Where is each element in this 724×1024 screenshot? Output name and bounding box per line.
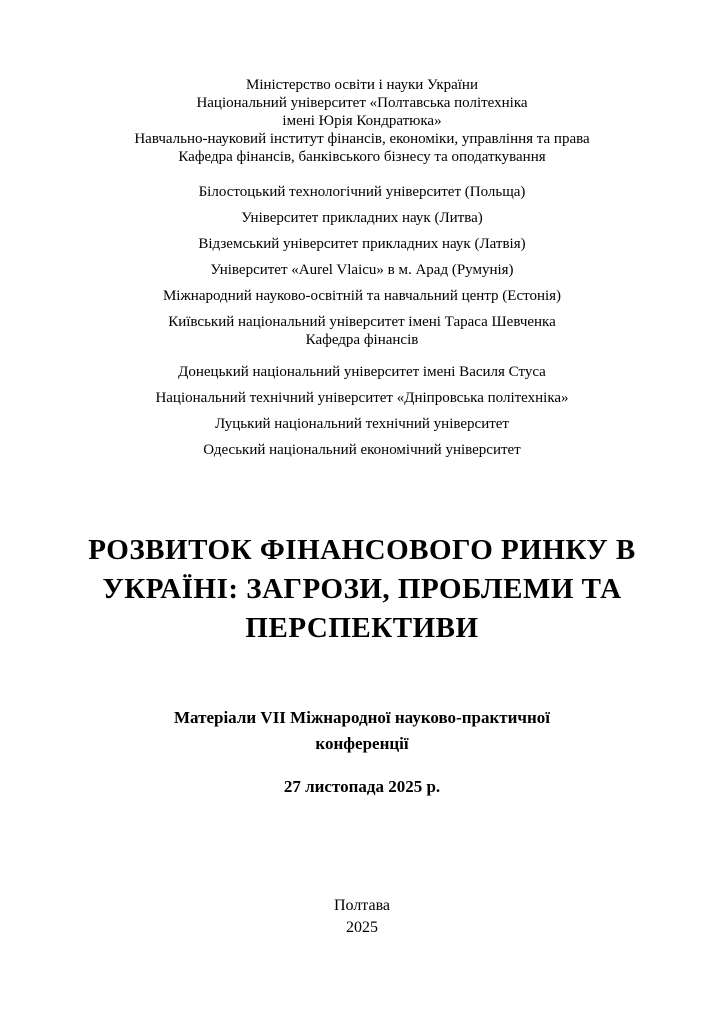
conference-date: 27 листопада 2025 р. — [283, 777, 441, 796]
affiliation-line: Луцький національний технічний університет — [214, 416, 509, 432]
affiliation-line: Відземський університет прикладних наук (Латвія) — [198, 236, 526, 252]
institute-line: Навчально-науковий інститут фінансів, економіки, управління та права — [134, 131, 590, 147]
proceedings-subtitle-line: конференції — [315, 734, 409, 753]
affiliation-line: Міжнародний науково-освітній та навчальний центр (Естонія) — [162, 288, 562, 304]
conference-title — [0, 531, 724, 648]
university-name-line: імені Юрія Кондратюка» — [282, 113, 442, 129]
affiliation-line: Донецький національний університет імені Василя Стуса — [178, 364, 546, 380]
conference-title-line: ПЕРСПЕКТИВИ — [245, 612, 479, 644]
ministry-line: Міністерство освіти і науки України — [245, 77, 478, 93]
department-line: Кафедра фінансів, банківського бізнесу та оподаткування — [178, 149, 546, 165]
partner-affiliations — [0, 183, 724, 459]
ministry-header — [0, 76, 724, 166]
affiliation-line: Університет прикладних наук (Литва) — [241, 210, 483, 226]
conference-title-line: РОЗВИТОК ФІНАНСОВОГО РИНКУ В — [88, 534, 636, 566]
affiliation-line: Київський національний університет імені Тараса Шевченка — [168, 314, 556, 330]
imprint-year: 2025 — [346, 919, 378, 936]
imprint — [0, 895, 724, 939]
affiliation-line: Білостоцький технологічний університет (Польща) — [198, 184, 526, 200]
affiliation-line: Національний технічний університет «Дніпровська політехніка» — [155, 390, 569, 406]
affiliation-line: Одеський національний економічний університет — [203, 442, 521, 458]
affiliation-subline: Кафедра фінансів — [305, 332, 419, 348]
proceedings-subtitle-line: Матеріали VII Міжнародної науково-практичної — [174, 708, 550, 727]
conference-title-line: УКРАЇНІ: ЗАГРОЗИ, ПРОБЛЕМИ ТА — [102, 573, 622, 605]
proceedings-subtitle — [0, 705, 724, 757]
imprint-city: Полтава — [333, 897, 391, 914]
university-name-line: Національний університет «Полтавська політехніка — [196, 95, 528, 111]
affiliation-line: Університет «Aurel Vlaicu» в м. Арад (Румунія) — [210, 262, 514, 278]
